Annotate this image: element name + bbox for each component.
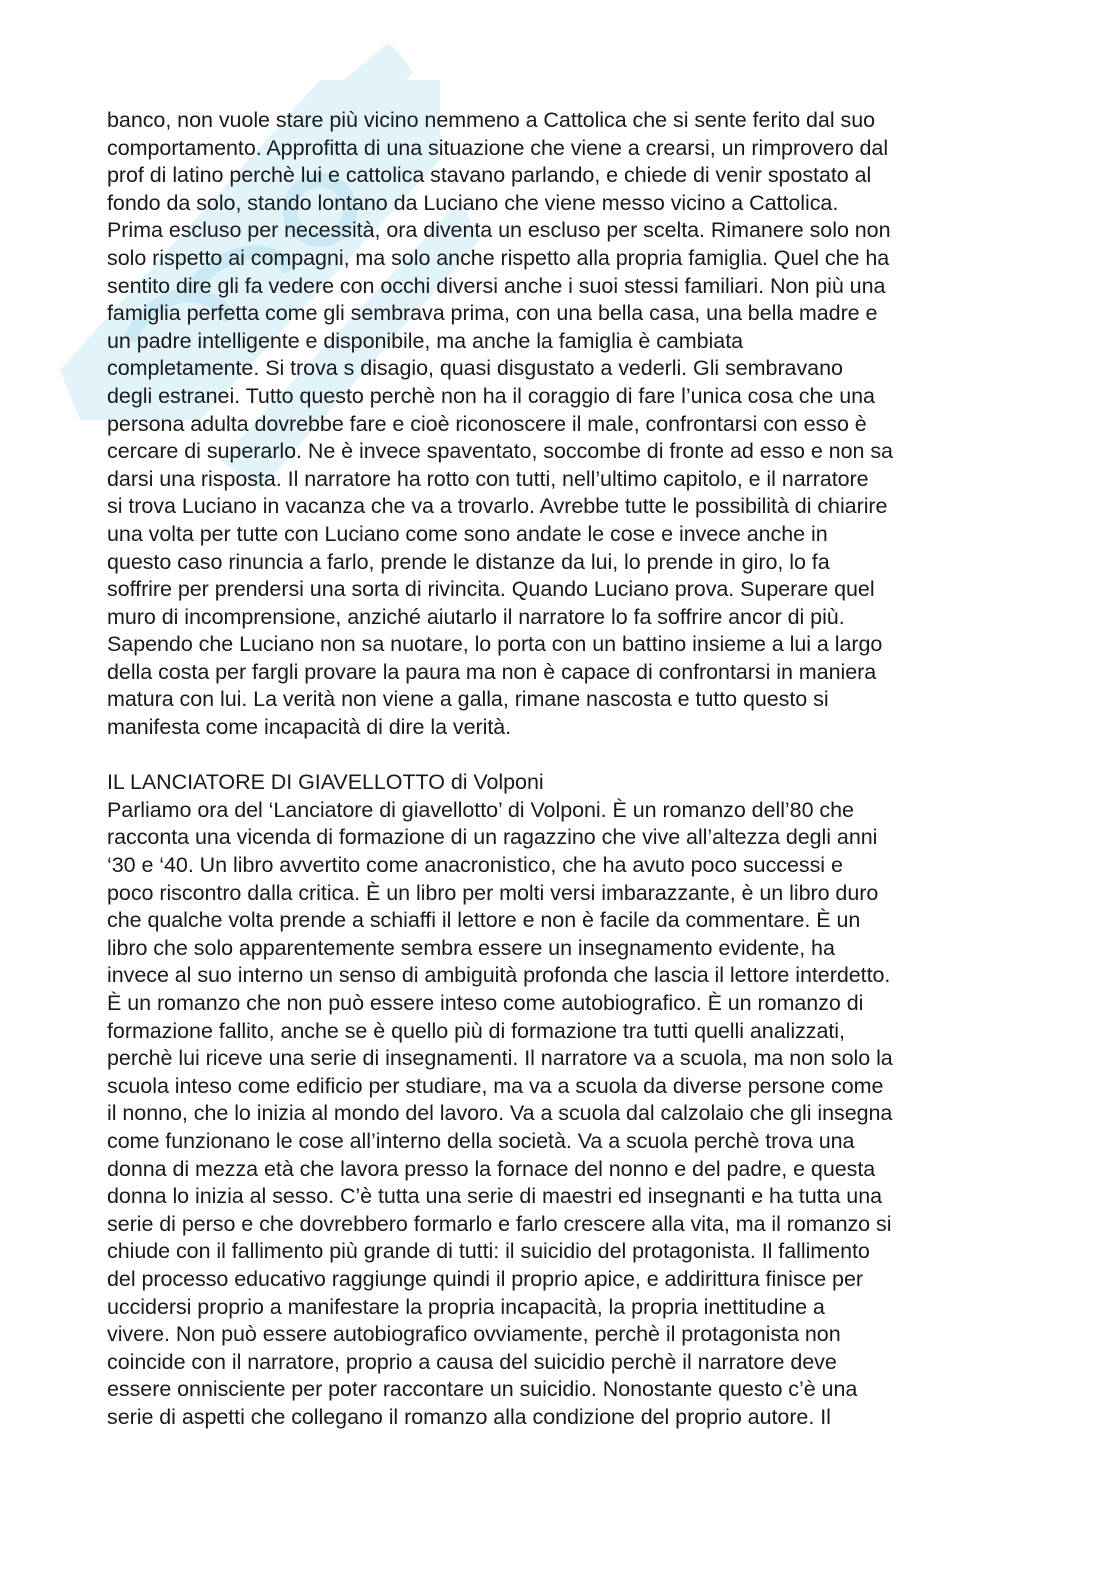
text-line: uccidersi proprio a manifestare la propria incapacità, la propria inettitudine a xyxy=(107,1294,825,1319)
text-line: scuola inteso come edificio per studiare, ma va a scuola da diverse persone come xyxy=(107,1073,884,1098)
paragraph xyxy=(107,107,1012,742)
text-line: completamente. Si trova s disagio, quasi disgustato a vederli. Gli sembravano xyxy=(107,356,843,381)
text-line: cercare di superarlo. Ne è invece spaventato, soccombe di fronte ad esso e non sa xyxy=(107,439,893,464)
text-line: racconta una vicenda di formazione di un ragazzino che vive all’altezza degli anni xyxy=(107,825,878,850)
text-line: essere onnisciente per poter raccontare un suicidio. Nonostante questo c’è una xyxy=(107,1377,858,1402)
text-line: poco riscontro dalla critica. È un libro per molti versi imbarazzante, è un libro duro xyxy=(107,880,879,905)
text-line: famiglia perfetta come gli sembrava prima, con una bella casa, una bella madre e xyxy=(107,301,878,326)
text-line: darsi una risposta. Il narratore ha rotto con tutti, nell’ultimo capitolo, e il narratore xyxy=(107,466,869,491)
text-line: vivere. Non può essere autobiografico ovviamente, perchè il protagonista non xyxy=(107,1322,841,1347)
text-line: comportamento. Approfitta di una situazione che viene a crearsi, un rimprovero dal xyxy=(107,135,889,160)
text-line: Sapendo che Luciano non sa nuotare, lo porta con un battino insieme a lui a largo xyxy=(107,632,883,657)
text-line: È un romanzo che non può essere inteso come autobiografico. È un romanzo di xyxy=(107,991,864,1015)
text-line: del processo educativo raggiunge quindi il proprio apice, e addirittura finisce per xyxy=(107,1266,863,1291)
text-line: perchè lui riceve una serie di insegnamenti. Il narratore va a scuola, ma non solo la xyxy=(107,1046,893,1071)
text-line: serie di aspetti che collegano il romanzo alla condizione del proprio autore. Il xyxy=(107,1404,831,1429)
text-line: serie di perso e che dovrebbero formarlo e farlo crescere alla vita, ma il romanzo si xyxy=(107,1211,892,1236)
text-line: ‘30 e ‘40. Un libro avvertito come anacronistico, che ha avuto poco successi e xyxy=(107,853,843,878)
text-line: degli estranei. Tutto questo perchè non ha il coraggio di fare l’unica cosa che una xyxy=(107,383,875,408)
text-line: chiude con il fallimento più grande di tutti: il suicidio del protagonista. Il fallimento xyxy=(107,1239,870,1264)
text-line: matura con lui. La verità non viene a galla, rimane nascosta e tutto questo si xyxy=(107,687,829,712)
text-line: coincide con il narratore, proprio a causa del suicidio perchè il narratore deve xyxy=(107,1349,837,1374)
text-line: una volta per tutte con Luciano come sono andate le cose e invece anche in xyxy=(107,521,828,546)
text-line: Prima escluso per necessità, ora diventa un escluso per scelta. Rimanere solo non xyxy=(107,218,891,243)
section-heading: IL LANCIATORE DI GIAVELLOTTO di Volponi xyxy=(107,770,544,795)
text-line: fondo da solo, stando lontano da Luciano che viene messo vicino a Cattolica. xyxy=(107,190,839,215)
text-line: che qualche volta prende a schiaffi il lettore e non è facile da commentare. È un xyxy=(107,908,861,933)
text-line: soffrire per prendersi una sorta di rivincita. Quando Luciano prova. Superare quel xyxy=(107,577,875,602)
text-line: sentito dire gli fa vedere con occhi diversi anche i suoi stessi familiari. Non più una xyxy=(107,273,886,298)
text-line: donna lo inizia al sesso. C’è tutta una serie di maestri ed insegnanti e ha tutta una xyxy=(107,1184,883,1209)
text-line: prof di latino perchè lui e cattolica stavano parlando, e chiede di venir spostato al xyxy=(107,163,872,188)
text-line: Parliamo ora del ‘Lanciatore di giavellotto’ di Volponi. È un romanzo dell’80 che xyxy=(107,797,854,822)
text-line: solo rispetto ai compagni, ma solo anche rispetto alla propria famiglia. Quel che ha xyxy=(107,245,890,270)
text-line: si trova Luciano in vacanza che va a trovarlo. Avrebbe tutte le possibilità di chiarire xyxy=(107,494,888,519)
text-line: persona adulta dovrebbe fare e cioè riconoscere il male, confrontarsi con esso è xyxy=(107,411,867,436)
text-line: donna di mezza età che lavora presso la fornace del nonno e del padre, e questa xyxy=(107,1156,876,1181)
paragraph xyxy=(107,797,1012,1432)
text-line: un padre intelligente e disponibile, ma anche la famiglia è cambiata xyxy=(107,328,744,353)
text-line: manifesta come incapacità di dire la verità. xyxy=(107,715,512,740)
text-line: libro che solo apparentemente sembra essere un insegnamento evidente, ha xyxy=(107,935,835,960)
text-line: muro di incomprensione, anziché aiutarlo il narratore lo fa soffrire ancor di più. xyxy=(107,604,845,629)
document-body xyxy=(107,107,1012,1432)
text-line: invece al suo interno un senso di ambiguità profonda che lascia il lettore interdetto. xyxy=(107,963,891,988)
text-line: questo caso rinuncia a farlo, prende le distanze da lui, lo prende in giro, lo fa xyxy=(107,549,830,574)
text-line: come funzionano le cose all’interno della società. Va a scuola perchè trova una xyxy=(107,1128,855,1153)
text-line: della costa per fargli provare la paura ma non è capace di confrontarsi in maniera xyxy=(107,659,877,684)
text-line: banco, non vuole stare più vicino nemmeno a Cattolica che si sente ferito dal suo xyxy=(107,108,876,132)
text-line: formazione fallito, anche se è quello più di formazione tra tutti quelli analizzati, xyxy=(107,1018,845,1043)
text-line: il nonno, che lo inizia al mondo del lavoro. Va a scuola dal calzolaio che gli insegna xyxy=(107,1101,893,1126)
paragraph-spacer xyxy=(107,742,1012,770)
